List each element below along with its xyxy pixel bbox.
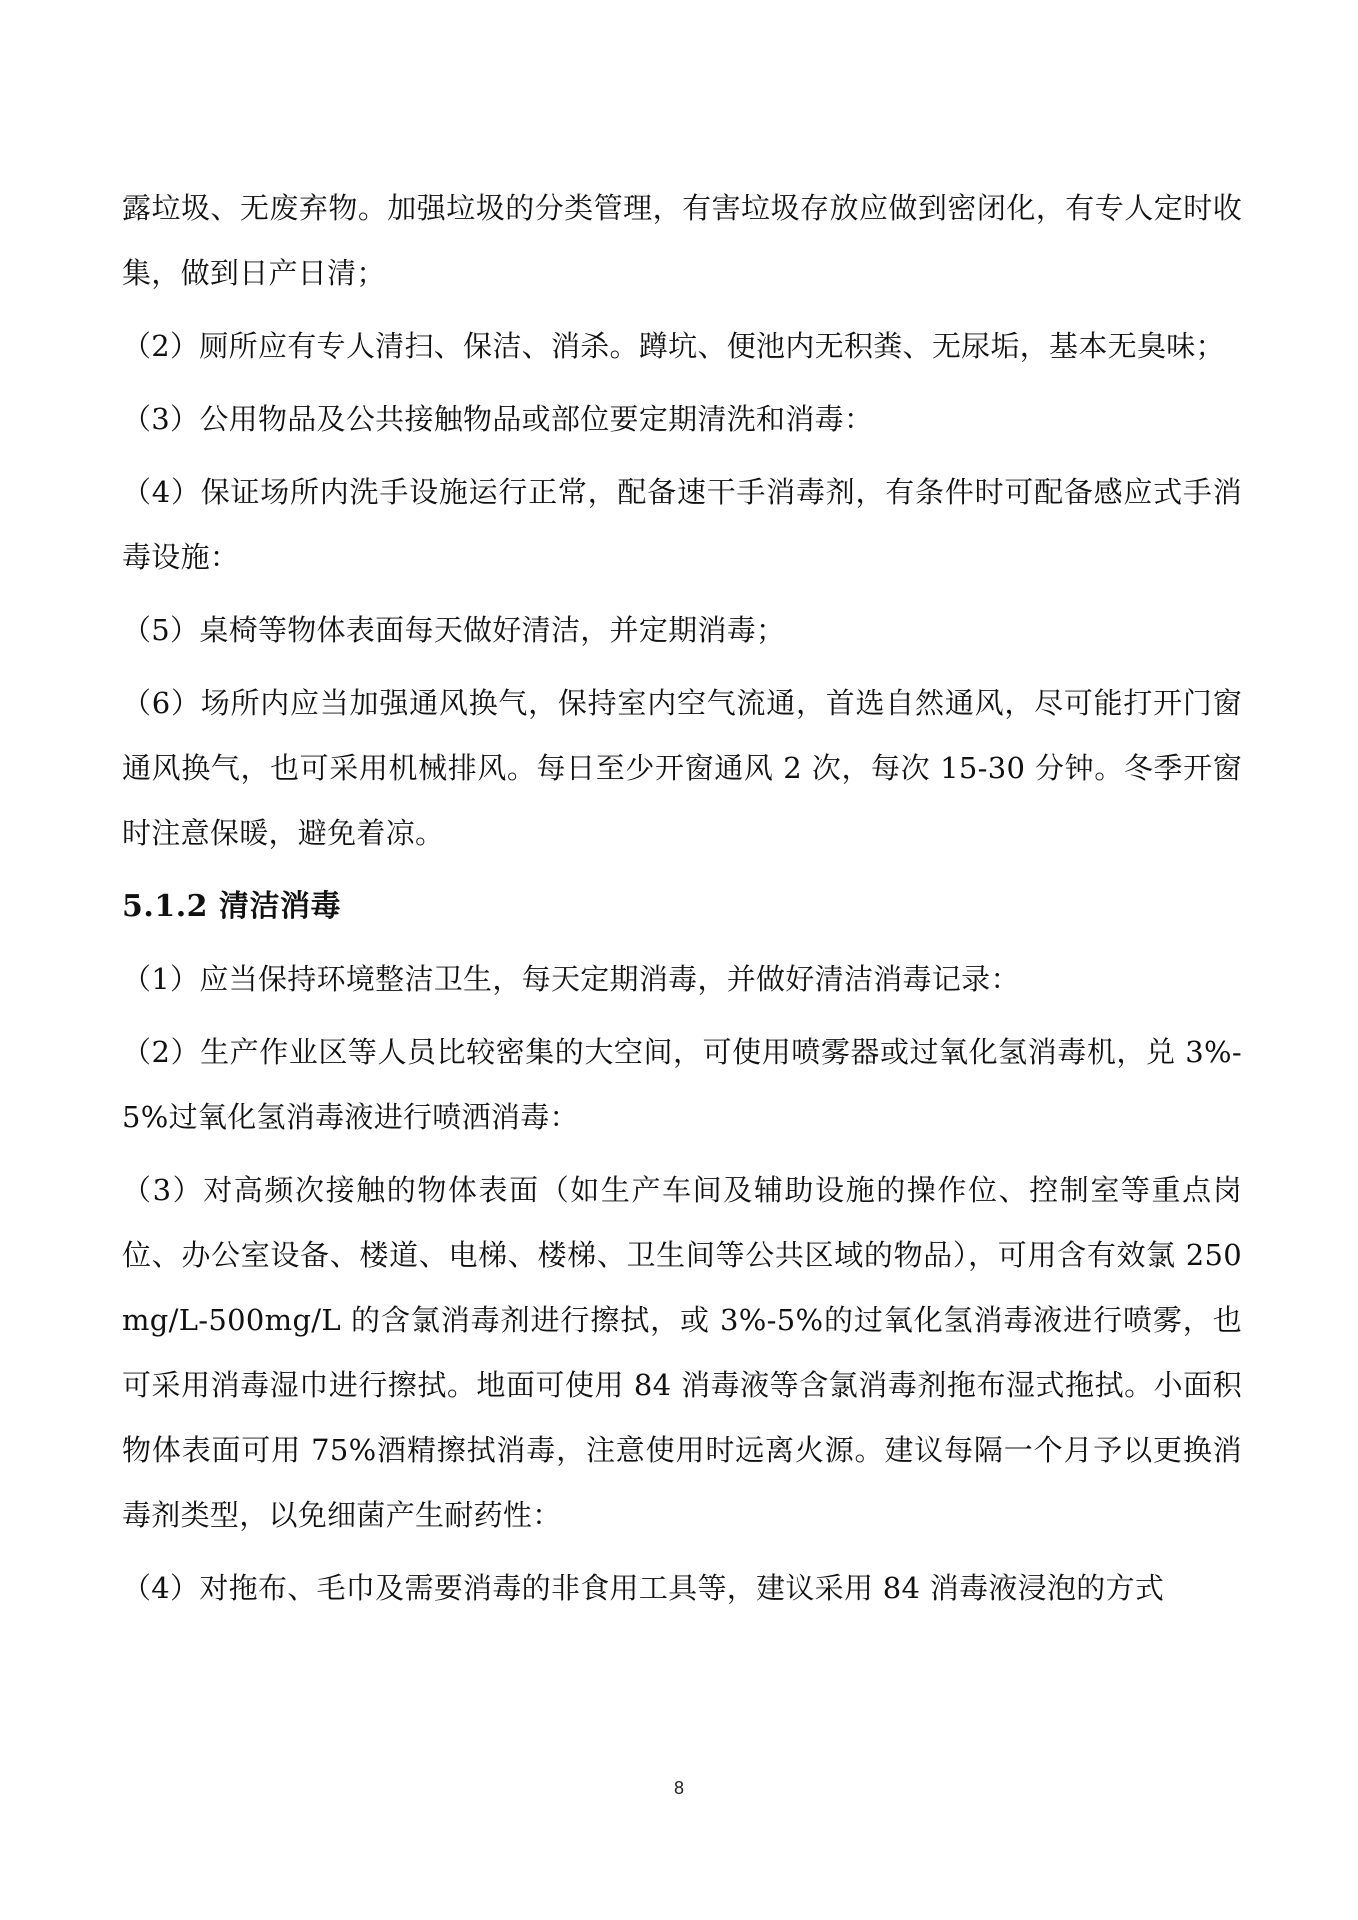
page-number: 8 bbox=[673, 1778, 684, 1798]
paragraph-toilet-cleaning: （2）厕所应有专人清扫、保洁、消杀。蹲坑、便池内无积粪、无尿垢，基本无臭味； bbox=[122, 329, 1225, 363]
section-heading: 5.1.2 清洁消毒 bbox=[122, 889, 341, 924]
document-body bbox=[122, 176, 1242, 1629]
paragraph-spray-disinfection: （2）生产作业区等人员比较密集的大空间，可使用喷雾器或过氧化氢消毒机，兑 3%-5%过氧化氢消毒液进行喷洒消毒： bbox=[122, 1035, 1242, 1134]
paragraph-disinfection-records: （1）应当保持环境整洁卫生，每天定期消毒，并做好清洁消毒记录： bbox=[122, 962, 1020, 996]
paragraph-surface-disinfection: （3）对高频次接触的物体表面（如生产车间及辅助设施的操作位、控制室等重点岗位、办公室设备、楼道、电梯、楼梯、卫生间等公共区域的物品），可用含有效氯 250mg/L-500mg/L 的含氯消毒剂进行擦拭，或 3%-5%的过氧化氢消毒液进行喷雾，也可采用消毒湿巾进行擦拭。地面可使用 84 消毒液等含氯消毒剂拖布湿式拖拭。小面积物体表面可用 75%酒精擦拭消毒，注意使用时远离火源。建议每隔一个月予以更换消毒剂类型，以免细菌产生耐药性： bbox=[122, 1173, 1242, 1532]
paragraph-waste-management: 露垃圾、无废弃物。加强垃圾的分类管理，有害垃圾存放应做到密闭化，有专人定时收集，做到日产日清； bbox=[122, 191, 1242, 290]
paragraph-handwashing: （4）保证场所内洗手设施运行正常，配备速干手消毒剂，有条件时可配备感应式手消毒设施： bbox=[122, 475, 1242, 574]
paragraph-ventilation: （6）场所内应当加强通风换气，保持室内空气流通，首选自然通风，尽可能打开门窗通风换气，也可采用机械排风。每日至少开窗通风 2 次，每次 15-30 分钟。冬季开窗时注意保暖，避免着凉。 bbox=[122, 686, 1242, 850]
paragraph-tool-disinfection: （4）对拖布、毛巾及需要消毒的非食用工具等，建议采用 84 消毒液浸泡的方式 bbox=[122, 1571, 1165, 1605]
paragraph-public-items: （3）公用物品及公共接触物品或部位要定期清洗和消毒： bbox=[122, 402, 874, 436]
paragraph-furniture-cleaning: （5）桌椅等物体表面每天做好清洁，并定期消毒； bbox=[122, 613, 786, 647]
